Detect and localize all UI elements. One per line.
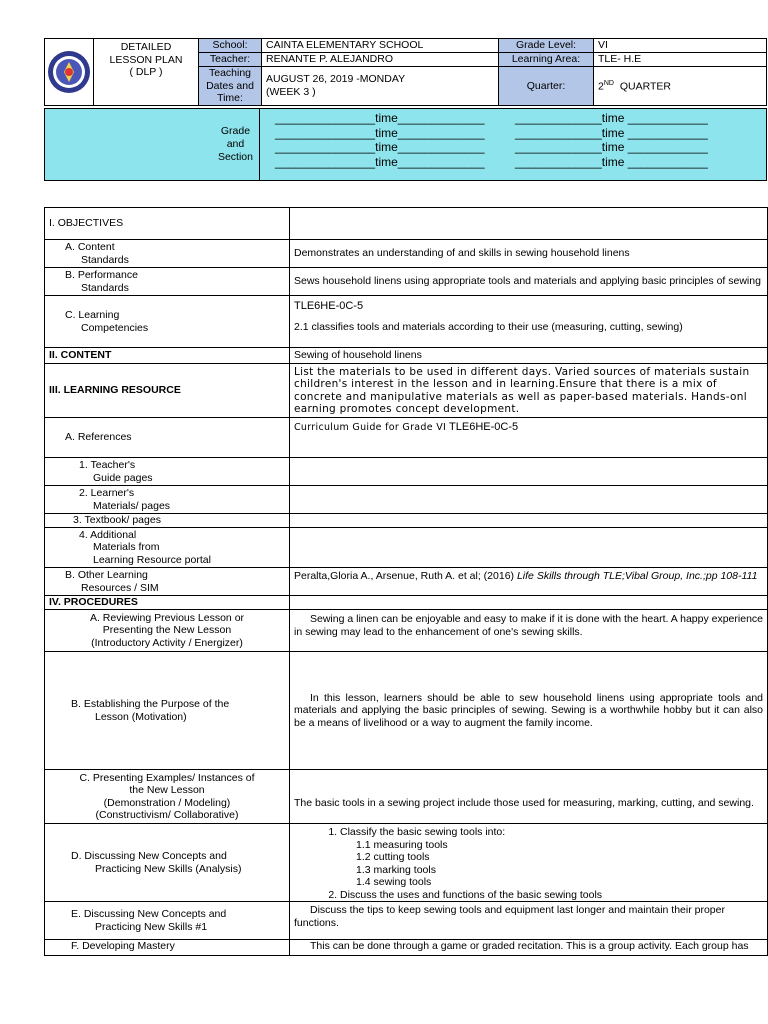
label-line: Materials from — [93, 541, 160, 554]
quarter-text: QUARTER — [619, 80, 671, 93]
curriculum-guide-code: TLE6HE-0C-5 — [449, 421, 519, 433]
learning-area-value: TLE- H.E — [594, 53, 767, 67]
label-line: Lesson (Motivation) — [95, 710, 187, 723]
teacher-label: Teacher: — [199, 53, 262, 67]
procedure-d-label — [45, 824, 290, 902]
grade-level-label: Grade Level: — [499, 39, 594, 53]
logo-cell — [45, 39, 94, 106]
label-line: Presenting the New Lesson — [102, 624, 232, 637]
curriculum-guide-text: Curriculum Guide for Grade VI — [294, 422, 447, 433]
school-label: School: — [199, 39, 262, 53]
grade-section-label-cell — [45, 109, 260, 180]
grade-section-label-line: Section — [217, 151, 253, 163]
performance-standards-value: Sews household linens using appropriate tools and materials and applying basic principles of sewing — [290, 268, 768, 296]
learners-materials-value — [290, 486, 768, 514]
label-line: A. Content — [65, 241, 115, 253]
time-lines-a: _______________time_____________ _______________time_____________ _______________time_____________ _______________time_____________ — [275, 111, 485, 169]
label-line: Practicing New Skills #1 — [95, 920, 208, 933]
learning-competencies-value — [290, 296, 768, 348]
label-line: B. Performance — [65, 269, 138, 281]
label-line: Standards — [81, 253, 129, 266]
content-label: II. CONTENT — [45, 348, 290, 364]
label-line: Materials/ pages — [93, 499, 171, 512]
dlp-title-line: DETAILED — [120, 41, 172, 53]
lesson-table — [44, 207, 768, 956]
label-line: the New Lesson — [129, 784, 205, 796]
dates-label — [199, 67, 262, 106]
textbook-pages-value — [290, 514, 768, 528]
procedure-f-value: This can be done through a game or graded recitation. This is a group activity. Each group has — [290, 940, 768, 956]
procedures-value — [290, 596, 768, 610]
content-standards-value: Demonstrates an understanding of and skills in sewing household linens — [290, 240, 768, 268]
label-line: 2. Learner's — [79, 487, 135, 499]
learners-materials-label — [45, 486, 290, 514]
dlp-title — [94, 39, 199, 106]
label-line: (Demonstration / Modeling) — [103, 796, 231, 809]
grade-section-label — [218, 125, 253, 164]
references-value — [290, 418, 768, 458]
procedure-d-sublist — [340, 839, 763, 889]
learning-area-label: Learning Area: — [499, 53, 594, 67]
teachers-guide-label — [45, 458, 290, 486]
dates-value — [262, 67, 499, 106]
reference-authors: Peralta,Gloria A., Arsenue, Ruth A. et al; (2016) — [294, 570, 517, 582]
procedure-d-list — [294, 826, 763, 901]
sub-list-item: 1.4 sewing tools — [356, 876, 432, 888]
dates-label-line: Time: — [217, 92, 243, 104]
procedures-label: IV. PROCEDURES — [45, 596, 290, 610]
dlp-title-line: LESSON PLAN — [109, 53, 183, 66]
list-item — [340, 826, 763, 889]
label-line: E. Discussing New Concepts and — [71, 908, 227, 920]
time-lines-b: _____________time ____________ _____________time ____________ _____________time ____________ _____________time ____________ — [515, 111, 708, 169]
competency-text: 2.1 classifies tools and materials according to their use (measuring, cutting, sewing) — [294, 320, 683, 333]
label-line: Standards — [81, 281, 129, 294]
quarter-suffix: ND — [603, 80, 614, 88]
additional-materials-value — [290, 528, 768, 568]
grade-section-label-line: Grade — [220, 125, 251, 137]
procedure-c-value: The basic tools in a sewing project include those used for measuring, marking, cutting, and sewing. — [290, 770, 768, 824]
label-line: 4. Additional — [79, 528, 137, 541]
procedure-a-value: Sewing a linen can be enjoyable and easy to make if it is done with the heart. A happy experience in sewing may lead to the enhancement of one's sewing skills. — [290, 610, 768, 652]
dlp-title-line: ( DLP ) — [129, 66, 163, 78]
procedure-e-value: Discuss the tips to keep sewing tools and equipment last longer and maintain their proper functions. — [290, 902, 768, 940]
dates-value-line: AUGUST 26, 2019 -MONDAY — [266, 73, 406, 86]
label-line: Guide pages — [93, 471, 153, 484]
dates-value-line: (WEEK 3 ) — [266, 85, 316, 98]
label-line: C. Learning — [65, 309, 120, 321]
label-line: B. Establishing the Purpose of the — [71, 698, 230, 710]
procedure-e-label — [45, 902, 290, 940]
school-value: CAINTA ELEMENTARY SCHOOL — [262, 39, 499, 53]
label-line: D. Discussing New Concepts and — [71, 850, 227, 862]
label-line: C. Presenting Examples/ Instances of — [79, 771, 255, 784]
label-line: Resources / SIM — [81, 581, 159, 594]
label-line: Competencies — [81, 321, 149, 334]
quarter-value — [594, 67, 767, 106]
objectives-label: I. OBJECTIVES — [45, 208, 290, 240]
procedure-a-label — [45, 610, 290, 652]
textbook-pages-label: 3. Textbook/ pages — [45, 514, 290, 528]
procedure-b-value: In this lesson, learners should be able to sew household linens using appropriate tools and materials and applying the basic principles of sewing. Sewing is a worthwhile hobby but it can also be a means of livelihood or a way to augment the family income. — [290, 652, 768, 770]
content-value: Sewing of household linens — [290, 348, 768, 364]
learning-resource-label: III. LEARNING RESOURCE — [45, 364, 290, 418]
label-line: (Introductory Activity / Energizer) — [91, 636, 243, 649]
label-line: A. Reviewing Previous Lesson or — [89, 611, 245, 624]
grade-level-value: VI — [594, 39, 767, 53]
competency-code: TLE6HE-0C-5 — [294, 300, 364, 312]
teacher-value: RENANTE P. ALEJANDRO — [262, 53, 499, 67]
label-line: 1. Teacher's — [79, 459, 136, 471]
dates-label-line: Teaching — [208, 67, 252, 79]
label-line: (Constructivism/ Collaborative) — [95, 809, 239, 821]
label-line: Practicing New Skills (Analysis) — [95, 862, 242, 875]
list-item: 2. Discuss the uses and functions of the basic sewing tools — [340, 889, 763, 902]
sub-list-item: 1.2 cutting tools — [356, 851, 430, 863]
label-line: Learning Resource portal — [93, 553, 211, 566]
content-standards-label — [45, 240, 290, 268]
label-line: B. Other Learning — [65, 569, 148, 581]
dates-label-line: Dates and — [206, 79, 254, 92]
other-resources-value — [290, 568, 768, 596]
procedure-f-label: F. Developing Mastery — [45, 940, 290, 956]
grade-section-box — [44, 108, 767, 181]
deped-seal-icon — [47, 50, 91, 94]
procedure-d-value — [290, 824, 768, 902]
quarter-number: 2 — [598, 80, 604, 93]
procedure-c-label — [45, 770, 290, 824]
learning-competencies-label — [45, 296, 290, 348]
additional-materials-label — [45, 528, 290, 568]
quarter-label: Quarter: — [499, 67, 594, 106]
other-resources-label — [45, 568, 290, 596]
header-table — [44, 38, 767, 106]
learning-resource-value: List the materials to be used in different days. Varied sources of materials sustain children's interest in the lesson and in learning.Ensure that there is a mix of concrete and manipulative materials as well as paper-based materials. Hands-onl earning promotes concept development. — [290, 364, 768, 418]
grade-section-label-line: and — [226, 138, 245, 150]
reference-title: Life Skills through TLE;Vibal Group, Inc.;pp 108-111 — [516, 570, 758, 582]
references-label: A. References — [45, 418, 290, 458]
list-item-text: Classify the basic sewing tools into: — [340, 826, 506, 838]
objectives-value — [290, 208, 768, 240]
sub-list-item: 1.3 marking tools — [356, 863, 436, 876]
procedure-b-label — [45, 652, 290, 770]
performance-standards-label — [45, 268, 290, 296]
sub-list-item: 1.1 measuring tools — [356, 838, 448, 851]
teachers-guide-value — [290, 458, 768, 486]
